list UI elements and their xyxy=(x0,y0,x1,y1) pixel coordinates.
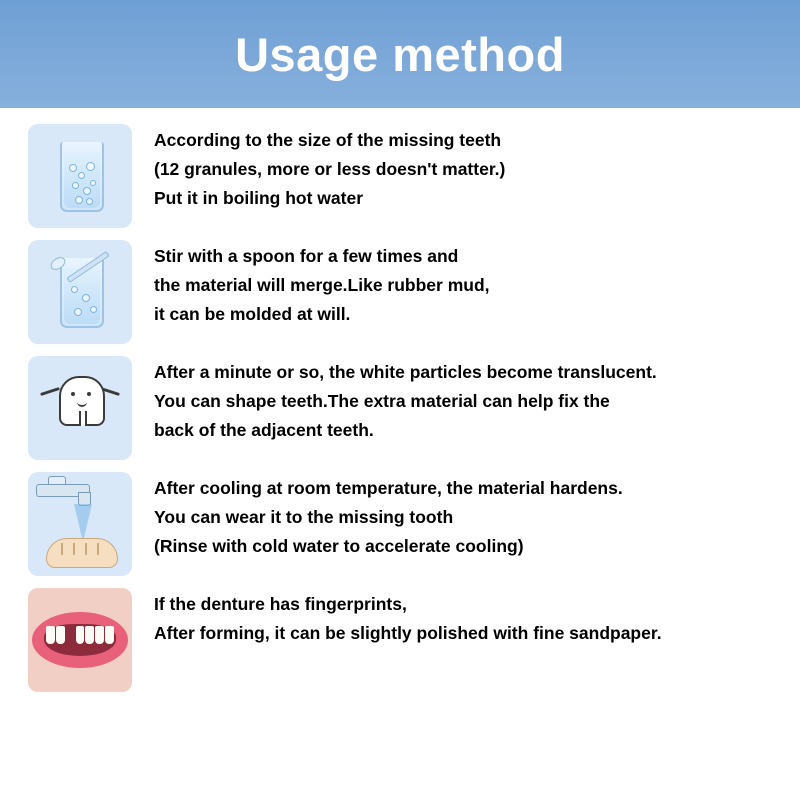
list-item xyxy=(0,354,800,460)
step-line: If the denture has fingerprints, xyxy=(154,594,407,614)
step-line: it can be molded at will. xyxy=(154,304,351,324)
step-line: (12 granules, more or less doesn't matter.) xyxy=(154,159,506,179)
step-line: the material will merge.Like rubber mud, xyxy=(154,275,490,295)
step-line: back of the adjacent teeth. xyxy=(154,420,374,440)
glass-with-spoon-stirring-icon xyxy=(28,240,132,344)
smiling-mouth-with-missing-tooth-icon xyxy=(28,588,132,692)
step-line: According to the size of the missing teeth xyxy=(154,130,502,150)
step-line: After a minute or so, the white particles become translucent. xyxy=(154,362,657,382)
step-line: After cooling at room temperature, the material hardens. xyxy=(154,478,623,498)
step-text xyxy=(154,470,623,561)
glass-of-water-with-granules-icon xyxy=(28,124,132,228)
step-text xyxy=(154,122,505,213)
list-item xyxy=(0,470,800,576)
step-text xyxy=(154,238,490,329)
page-header xyxy=(0,0,800,108)
step-text xyxy=(154,586,662,648)
list-item xyxy=(0,586,800,692)
step-line: (Rinse with cold water to accelerate cooling) xyxy=(154,536,524,556)
step-line: Put it in boiling hot water xyxy=(154,188,364,208)
list-item xyxy=(0,238,800,344)
step-line: You can wear it to the missing tooth xyxy=(154,507,454,527)
step-text xyxy=(154,354,657,445)
faucet-running-water-over-hands-icon xyxy=(28,472,132,576)
steps-list xyxy=(0,108,800,692)
step-line: Stir with a spoon for a few times and xyxy=(154,246,459,266)
step-line: You can shape teeth.The extra material can help fix the xyxy=(154,391,610,411)
list-item xyxy=(0,122,800,228)
page-title: Usage method xyxy=(235,27,565,81)
cartoon-tooth-icon xyxy=(28,356,132,460)
step-line: After forming, it can be slightly polished with fine sandpaper. xyxy=(154,623,662,643)
